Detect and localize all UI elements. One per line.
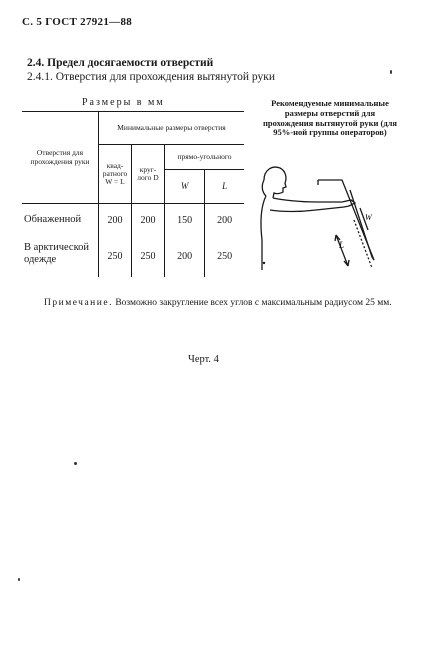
- section-title: Предел досягаемости отверстий: [47, 57, 214, 69]
- header-l: L: [205, 170, 244, 204]
- header-square: квад-ратного W = L: [99, 145, 132, 204]
- arm-reach-illustration: [256, 160, 396, 280]
- note: [44, 297, 392, 311]
- note-label: Примечание.: [44, 298, 113, 308]
- cell-square: 200: [99, 204, 132, 237]
- header-round: круг-лого D: [132, 145, 165, 204]
- scan-speck-icon: [390, 70, 392, 74]
- cell-w: 150: [165, 204, 205, 237]
- speck-icon: [263, 262, 265, 264]
- row-label: Обнаженной: [24, 214, 82, 226]
- subsection-title: Отверстия для прохождения вытянутой руки: [55, 71, 275, 83]
- section-heading: [27, 57, 213, 69]
- cell-square: 250: [99, 236, 132, 277]
- header-rect: прямо-угольного: [165, 145, 245, 170]
- section-number: 2.4.: [27, 57, 45, 69]
- dimensions-table: [22, 111, 244, 277]
- cell-w: 200: [165, 236, 205, 277]
- table-caption: Размеры в мм: [82, 97, 165, 108]
- scan-speck-icon: [18, 578, 20, 581]
- header-opening: Отверстия для прохождения руки: [30, 148, 90, 166]
- cell-round: 250: [132, 236, 165, 277]
- note-text: Возможно закругление всех углов с максимальным радиусом 25 мм.: [115, 298, 392, 308]
- subsection-heading: [27, 71, 275, 83]
- cell-l: 200: [205, 204, 244, 237]
- page-header: С. 5 ГОСТ 27921—88: [22, 16, 133, 28]
- figure-label-w: W: [365, 213, 372, 222]
- cell-round: 200: [132, 204, 165, 237]
- header-w: W: [165, 170, 205, 204]
- cell-l: 250: [205, 236, 244, 277]
- recommended-caption: Рекомендуемые минимальные размеры отверстий для прохождения вытянутой руки (для 95%-ной группы операторов): [262, 98, 398, 138]
- figure-label-l: L: [339, 240, 345, 250]
- figure-caption: Черт. 4: [188, 354, 219, 365]
- row-label: В арктической одежде: [24, 242, 90, 265]
- subsection-number: 2.4.1.: [27, 71, 53, 83]
- header-minimal: Минимальные размеры отверстия: [99, 112, 245, 145]
- scan-speck-icon: [74, 462, 77, 465]
